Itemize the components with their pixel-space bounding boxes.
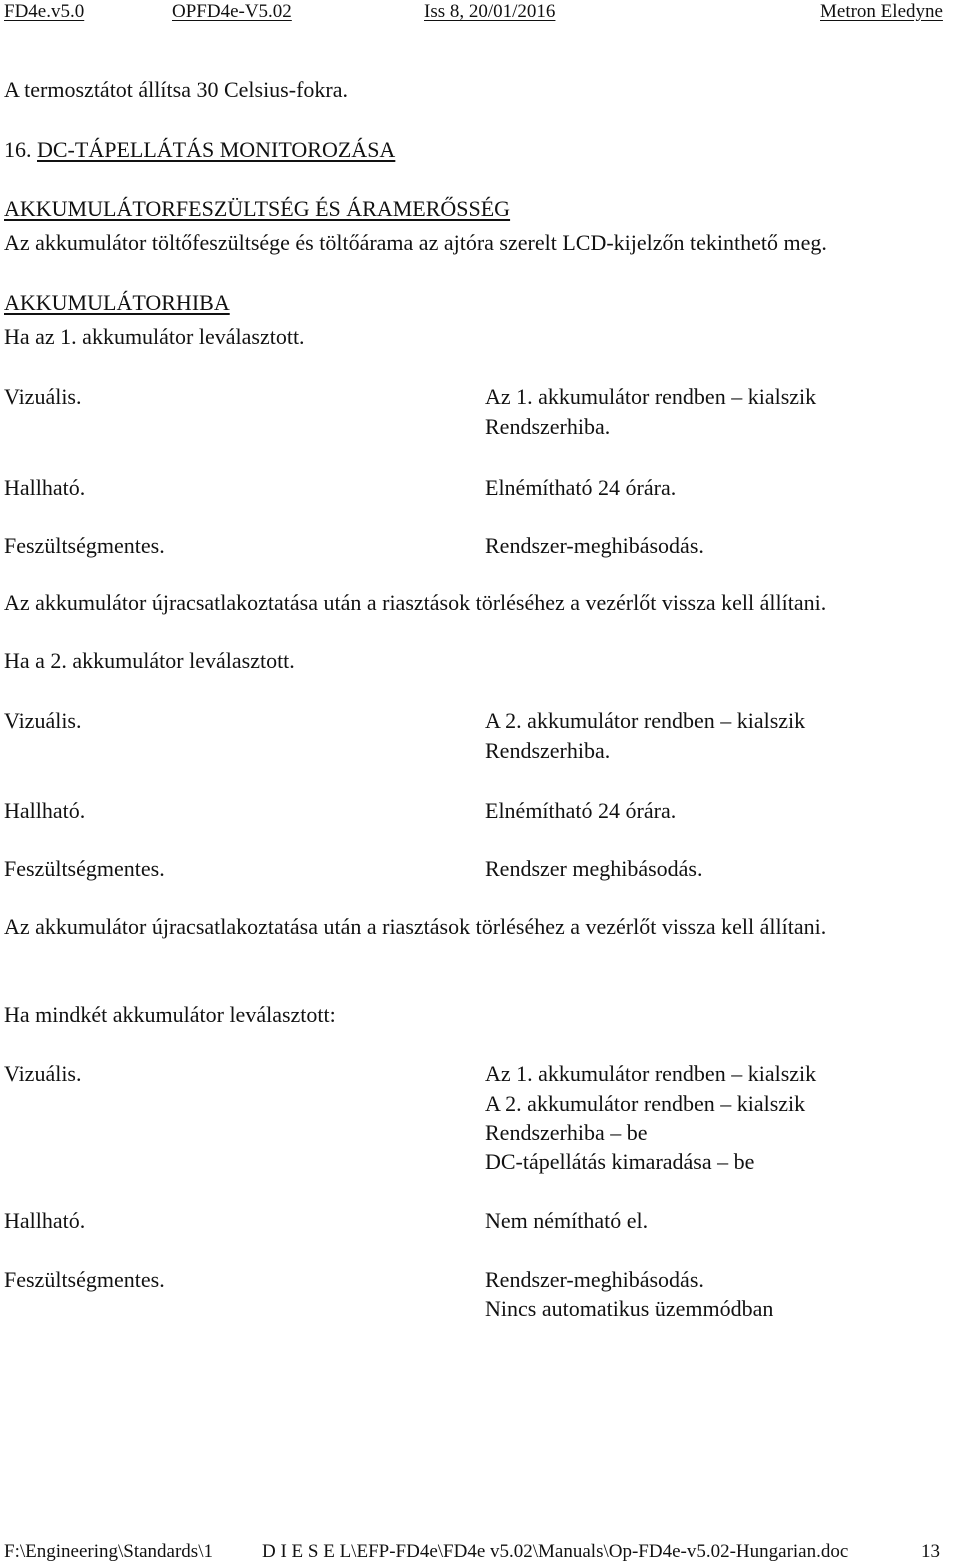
battery1-visual-line: Rendszerhiba. [485,414,611,439]
footer-path-part2: D I E S E L\EFP-FD4e\FD4e v5.02\Manuals\Op-FD4e-v5.02-Hungarian.doc [262,1541,849,1562]
header-document-id: OPFD4e-V5.02 [172,1,292,22]
battery1-intro: Ha az 1. akkumulátor leválasztott. [4,324,305,349]
both-audible-label: Hallható. [4,1208,86,1233]
battery2-intro: Ha a 2. akkumulátor leválasztott. [4,648,295,673]
page-header [0,0,960,26]
both-volt-label: Feszültségmentes. [4,1267,165,1292]
voltage-text: Az akkumulátor töltőfeszültsége és töltőárama az ajtóra szerelt LCD-kijelzőn tekinthető meg. [4,230,827,255]
battery2-audible-label: Hallható. [4,798,86,823]
voltage-heading: AKKUMULÁTORFESZÜLTSÉG ÉS ÁRAMERŐSSÉG [4,196,511,221]
footer-page-number: 13 [921,1541,940,1562]
battery2-volt-label: Feszültségmentes. [4,856,165,881]
battery1-volt-label: Feszültségmentes. [4,533,165,558]
battery2-volt-text: Rendszer meghibásodás. [485,856,703,881]
footer-path-part1: F:\Engineering\Standards\1 [4,1541,213,1562]
both-visual-line: Az 1. akkumulátor rendben – kialszik [485,1061,817,1086]
section-title: DC-TÁPELLÁTÁS MONITOROZÁSA [37,137,396,162]
battery1-audible-label: Hallható. [4,475,86,500]
both-visual-label: Vizuális. [4,1061,82,1086]
both-intro: Ha mindkét akkumulátor leválasztott: [4,1002,336,1027]
both-volt-line: Nincs automatikus üzemmódban [485,1296,774,1321]
battery1-note: Az akkumulátor újracsatlakoztatása után a riasztások törléséhez a vezérlőt vissza kell állítani. [4,590,827,615]
intro-text: A termosztátot állítsa 30 Celsius-fokra. [4,77,348,102]
battery2-audible-text: Elnémítható 24 órára. [485,798,677,823]
battery2-visual-label: Vizuális. [4,708,82,733]
header-product: FD4e.v5.0 [4,1,85,22]
fault-heading: AKKUMULÁTORHIBA [4,290,230,315]
both-visual-line: A 2. akkumulátor rendben – kialszik [485,1091,806,1116]
both-volt-line: Rendszer-meghibásodás. [485,1267,704,1292]
battery2-note: Az akkumulátor újracsatlakoztatása után a riasztások törléséhez a vezérlőt vissza kell állítani. [4,914,827,939]
header-company: Metron Eledyne [820,1,943,22]
header-issue: Iss 8, 20/01/2016 [424,1,556,22]
section-heading [4,137,395,163]
battery2-visual-line: A 2. akkumulátor rendben – kialszik [485,708,806,733]
both-visual-line: DC-tápellátás kimaradása – be [485,1149,755,1174]
battery1-volt-text: Rendszer-meghibásodás. [485,533,704,558]
section-number: 16. [4,137,32,162]
battery2-visual-line: Rendszerhiba. [485,738,611,763]
both-audible-text: Nem némítható el. [485,1208,649,1233]
both-visual-line: Rendszerhiba – be [485,1120,648,1145]
battery1-visual-label: Vizuális. [4,384,82,409]
battery1-visual-line: Az 1. akkumulátor rendben – kialszik [485,384,817,409]
battery1-audible-text: Elnémítható 24 órára. [485,475,677,500]
